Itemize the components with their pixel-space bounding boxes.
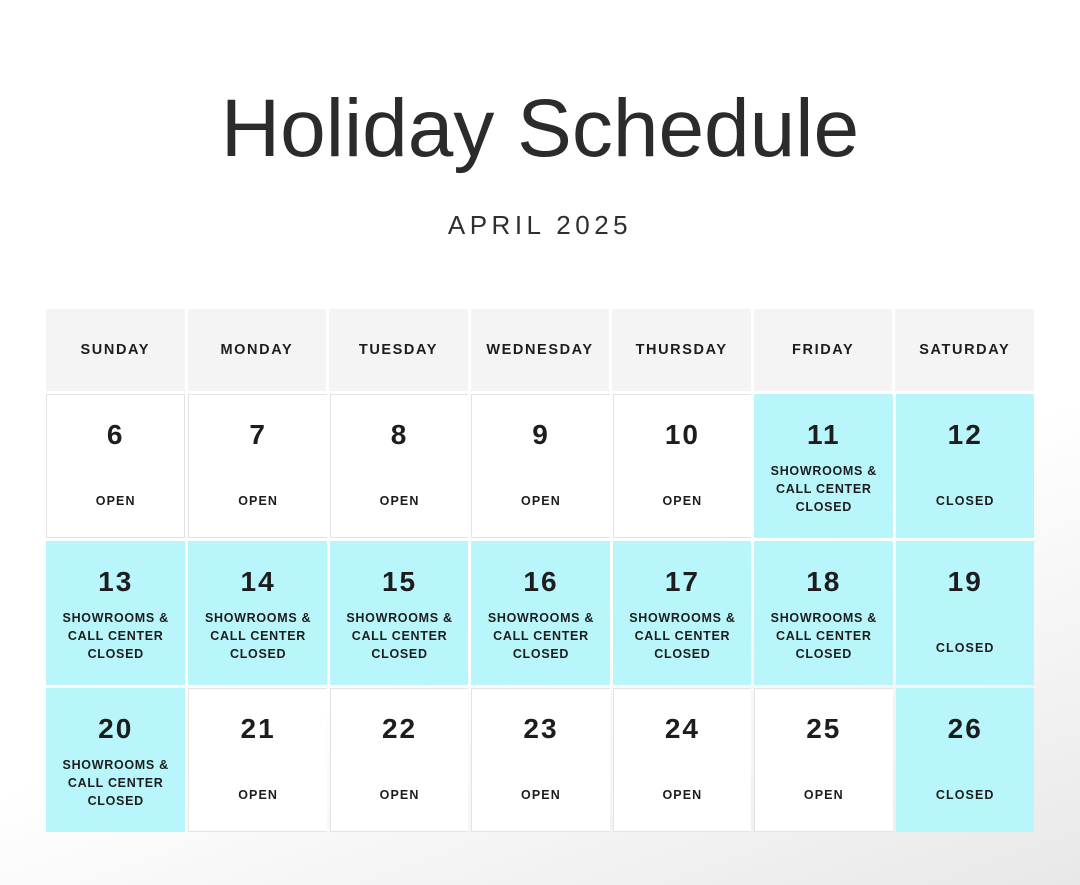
calendar-day-cell [188, 394, 326, 538]
calendar-day-cell [754, 541, 892, 685]
day-status: CLOSED [935, 641, 995, 656]
day-status: OPEN [521, 788, 561, 803]
calendar-day-cell [46, 394, 185, 538]
day-status: OPEN [803, 788, 844, 803]
day-status: OPEN [238, 788, 279, 803]
day-status: SHOWROOMS & CALL CENTER CLOSED [204, 611, 312, 661]
calendar-day-cell [330, 394, 468, 538]
calendar-day-cell [613, 541, 751, 685]
day-status: OPEN [521, 494, 561, 509]
weekday-friday: FRIDAY [754, 309, 896, 391]
weekday-monday: MONDAY [188, 309, 330, 391]
day-number: 20 [98, 713, 134, 744]
calendar-day-cell [188, 541, 326, 685]
calendar-day-cell [754, 688, 892, 832]
calendar-day-cell [613, 688, 751, 832]
day-status: CLOSED [935, 788, 995, 803]
page-header [0, 0, 1080, 241]
day-number: 23 [523, 713, 559, 744]
day-status: SHOWROOMS & CALL CENTER CLOSED [770, 464, 877, 514]
calendar-day-cell [330, 541, 468, 685]
calendar-week-row [46, 688, 1034, 832]
calendar-day-cell [330, 688, 468, 832]
day-number: 21 [240, 713, 276, 744]
calendar-day-cell [613, 394, 751, 538]
day-status: OPEN [238, 494, 279, 509]
day-number: 17 [664, 566, 700, 597]
calendar-day-cell [896, 688, 1034, 832]
day-number: 25 [806, 713, 842, 744]
day-status: SHOWROOMS & CALL CENTER CLOSED [487, 611, 595, 661]
day-number: 22 [381, 713, 418, 744]
day-status: CLOSED [935, 494, 995, 509]
calendar-day-cell [471, 394, 609, 538]
weekday-sunday: SUNDAY [46, 309, 188, 391]
day-number: 11 [807, 419, 841, 450]
day-number: 10 [664, 419, 700, 450]
day-number: 7 [249, 419, 267, 450]
weekday-wednesday: WEDNESDAY [471, 309, 613, 391]
calendar-day-cell [471, 688, 609, 832]
day-status: OPEN [662, 788, 703, 803]
day-status: SHOWROOMS & CALL CENTER CLOSED [62, 758, 169, 808]
day-status: OPEN [379, 788, 420, 803]
day-number: 16 [523, 566, 559, 597]
weekday-saturday: SATURDAY [895, 309, 1034, 391]
calendar-day-cell [188, 688, 326, 832]
day-number: 13 [98, 566, 134, 597]
day-number: 18 [806, 566, 842, 597]
calendar-week-row [46, 394, 1034, 538]
calendar-day-cell [896, 541, 1034, 685]
page-subtitle: APRIL 2025 [447, 210, 633, 241]
day-number: 14 [240, 566, 276, 597]
page-title: Holiday Schedule [220, 83, 860, 174]
calendar-day-cell [471, 541, 609, 685]
day-number: 12 [947, 419, 983, 450]
day-number: 8 [390, 419, 409, 450]
day-status: OPEN [379, 494, 420, 509]
calendar-day-cell [896, 394, 1034, 538]
weekday-tuesday: TUESDAY [329, 309, 471, 391]
calendar-week-row [46, 541, 1034, 685]
day-number: 26 [947, 713, 983, 744]
day-status: OPEN [95, 494, 136, 509]
day-status: SHOWROOMS & CALL CENTER CLOSED [346, 611, 453, 661]
day-number: 6 [106, 419, 125, 450]
weekday-thursday: THURSDAY [612, 309, 754, 391]
day-status: SHOWROOMS & CALL CENTER CLOSED [62, 611, 169, 661]
day-status: SHOWROOMS & CALL CENTER CLOSED [770, 611, 877, 661]
calendar-day-cell [754, 394, 892, 538]
calendar [46, 309, 1034, 832]
day-number: 24 [664, 713, 700, 744]
calendar-weekday-header [46, 309, 1034, 391]
day-number: 15 [381, 566, 418, 597]
calendar-day-cell [46, 541, 185, 685]
day-status: OPEN [662, 494, 703, 509]
calendar-day-cell [46, 688, 185, 832]
day-number: 9 [532, 419, 550, 450]
day-number: 19 [947, 566, 983, 597]
day-status: SHOWROOMS & CALL CENTER CLOSED [629, 611, 736, 661]
